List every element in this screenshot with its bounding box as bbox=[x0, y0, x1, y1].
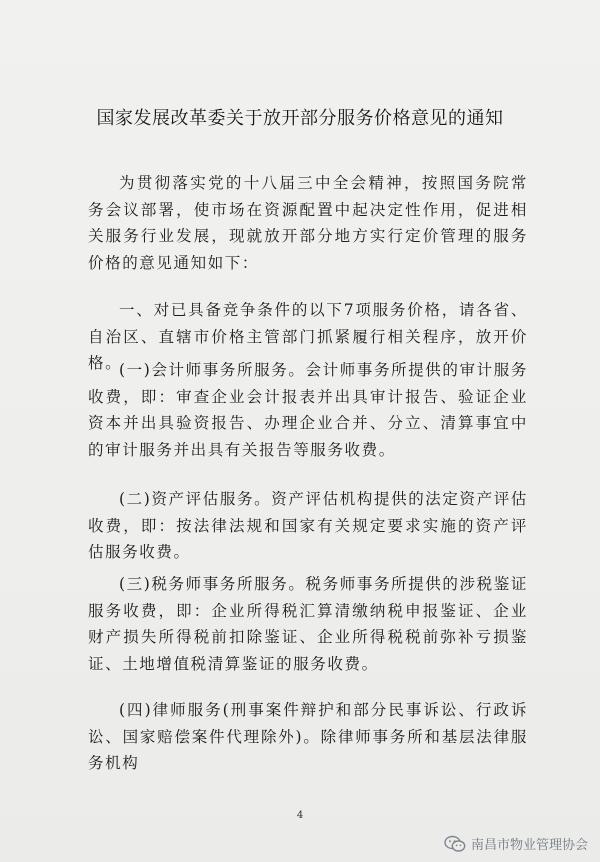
paragraph-section-1: 一、对已具备竞争条件的以下7项服务价格，请各省、自治区、直辖市价格主管部门抓紧履行相关程序，放开价格。 bbox=[88, 301, 528, 372]
paragraph-item-2: (二)资产评估服务。资产评估机构提供的法定资产评估收费，即：按法律法规和国家有关规定要求实施的资产评估服务收费。 bbox=[88, 490, 528, 561]
watermark-text: 南昌市物业管理协会 bbox=[470, 838, 588, 853]
page-number: 4 bbox=[296, 810, 304, 821]
paragraph-intro: 为贯彻落实党的十八届三中全会精神，按照国务院常务会议部署，使市场在资源配置中起决定性作用，促进相关服务行业发展，现就放开部分地方实行定价管理的服务价格的意见通知如下： bbox=[88, 174, 528, 272]
paragraph-item-1: (一)会计师事务所服务。会计师事务所提供的审计服务收费，即：审查企业会计报表并出具审计报告、验证企业资本并出具验资报告、办理企业合并、分立、清算事宜中的审计服务并出具有关报告等服务收费。 bbox=[88, 361, 528, 459]
paragraph-item-3: (三)税务师事务所服务。税务师事务所提供的涉税鉴证服务收费，即：企业所得税汇算清缴纳税申报鉴证、企业财产损失所得税前扣除鉴证、企业所得税税前弥补亏损鉴证、土地增值税清算鉴证的服务收费。 bbox=[88, 575, 528, 673]
watermark bbox=[444, 834, 588, 853]
document-title: 国家发展改革委关于放开部分服务价格意见的通知 bbox=[96, 108, 504, 129]
paragraph-item-4: (四)律师服务(刑事案件辩护和部分民事诉讼、行政诉讼、国家赔偿案件代理除外)。除律师事务所和基层法律服务机构 bbox=[88, 701, 528, 772]
wechat-icon bbox=[444, 835, 466, 853]
